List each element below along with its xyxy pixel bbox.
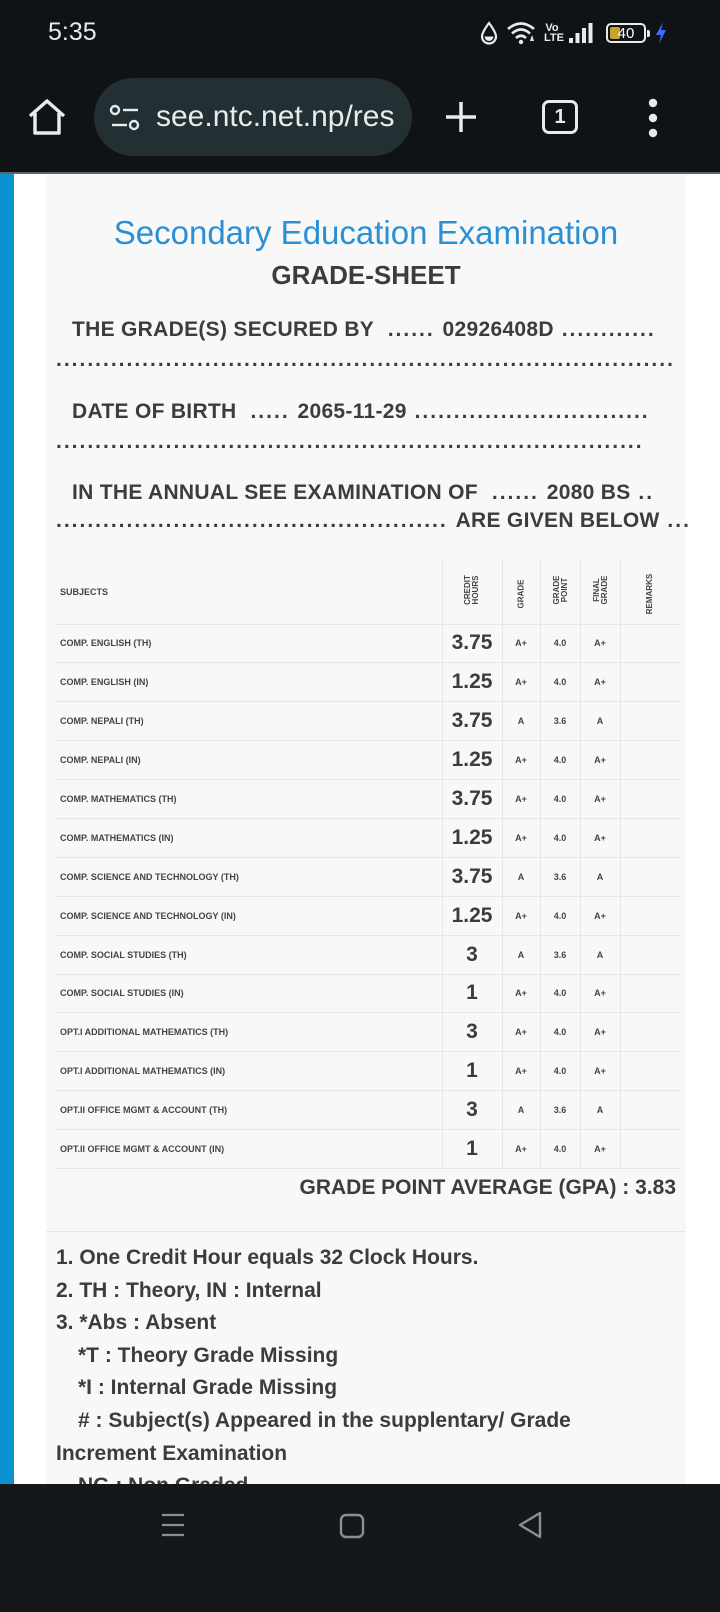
header-grade-point-label: GRADE POINT [551,575,569,605]
grade-cell: A [502,702,540,741]
plus-icon[interactable] [444,100,478,134]
note-item: *T : Theory Grade Missing [78,1343,339,1367]
note-item: # : Subject(s) Appeared in the supplentary/ Grade [78,1408,571,1432]
given-below-line: .................................................. ARE GIVEN BELOW ... [56,509,691,532]
final-grade-cell: A+ [580,1052,620,1091]
header-remarks [620,560,680,624]
status-bar [0,0,720,64]
table-row [56,780,680,819]
remarks-cell [620,1013,680,1052]
remarks-cell [620,1130,680,1169]
final-grade-cell: A+ [580,896,620,935]
dob-label: DATE OF BIRTH [72,400,237,423]
grade-cell: A [502,935,540,974]
grade-cell: A+ [502,1052,540,1091]
subject-cell: COMP. NEPALI (TH) [56,702,442,741]
note-item: Increment Examination [56,1441,288,1465]
grade-cell: A+ [502,780,540,819]
final-grade-cell: A [580,702,620,741]
remarks-cell [620,857,680,896]
final-grade-cell: A+ [580,1013,620,1052]
web-page [0,172,720,1484]
subject-cell: OPT.II OFFICE MGMT & ACCOUNT (IN) [56,1130,442,1169]
status-time: 5:35 [48,18,97,46]
grade-point-cell: 4.0 [540,896,580,935]
grade-cell: A+ [502,1013,540,1052]
remarks-cell [620,702,680,741]
table-row [56,1013,680,1052]
secured-by-line: THE GRADE(S) SECURED BY ...... 02926408D ............ [72,318,656,341]
table-row [56,818,680,857]
table-row [56,624,680,663]
table-row [56,1130,680,1169]
credit-hours-cell: 3.75 [442,857,502,896]
final-grade-cell: A+ [580,663,620,702]
table-row [56,935,680,974]
subject-cell: COMP. SOCIAL STUDIES (IN) [56,974,442,1013]
grade-point-cell: 4.0 [540,741,580,780]
page-gutter [14,174,46,1484]
grade-cell: A+ [502,896,540,935]
table-row [56,857,680,896]
credit-hours-cell: 1 [442,1052,502,1091]
grade-cell: A+ [502,663,540,702]
credit-hours-cell: 1 [442,1130,502,1169]
remarks-cell [620,741,680,780]
table-row [56,1052,680,1091]
dot-filler: ........................................................................... [56,430,644,453]
page-right-edge [686,174,720,1484]
subject-cell: COMP. SOCIAL STUDIES (TH) [56,935,442,974]
final-grade-cell: A [580,1091,620,1130]
header-final-grade-label: FINAL GRADE [591,575,609,605]
header-credit-hours [442,560,502,624]
subject-cell: COMP. NEPALI (IN) [56,741,442,780]
secured-by-label: THE GRADE(S) SECURED BY [72,318,374,341]
grade-point-cell: 4.0 [540,974,580,1013]
credit-hours-cell: 1 [442,974,502,1013]
table-row [56,741,680,780]
grade-point-cell: 4.0 [540,780,580,819]
credit-hours-cell: 1.25 [442,896,502,935]
final-grade-cell: A+ [580,818,620,857]
credit-hours-cell: 3 [442,935,502,974]
charging-icon [654,21,668,45]
final-grade-cell: A+ [580,974,620,1013]
credit-hours-cell: 3.75 [442,780,502,819]
browser-toolbar [0,64,720,172]
remarks-cell [620,1091,680,1130]
tab-switcher-button[interactable]: 1 [542,100,578,134]
grade-point-cell: 4.0 [540,1130,580,1169]
exam-label: IN THE ANNUAL SEE EXAMINATION OF [72,481,478,504]
table-row [56,896,680,935]
volte-bottom: LTE [544,32,564,44]
kebab-menu-icon[interactable] [646,98,660,138]
note-item: 1. One Credit Hour equals 32 Clock Hours. [56,1246,479,1269]
exam-year: 2080 BS [546,481,631,504]
credit-hours-cell: 1.25 [442,818,502,857]
header-credit-hours-label: CREDIT HOURS [463,575,480,606]
remarks-cell [620,935,680,974]
grade-point-cell: 4.0 [540,624,580,663]
volte-top: Vo [545,22,559,34]
grade-cell: A [502,857,540,896]
exam-line: IN THE ANNUAL SEE EXAMINATION OF ...... 2080 BS .. [72,481,655,504]
table-row [56,663,680,702]
grade-point-cell: 3.6 [540,857,580,896]
note-item: *I : Internal Grade Missing [78,1376,338,1400]
back-icon[interactable] [516,1510,544,1540]
battery-icon [606,23,646,43]
remarks-cell [620,1052,680,1091]
notes [56,1242,676,1503]
final-grade-cell: A+ [580,624,620,663]
remarks-cell [620,780,680,819]
credit-hours-cell: 1.25 [442,741,502,780]
grade-point-cell: 4.0 [540,663,580,702]
subject-cell: COMP. SCIENCE AND TECHNOLOGY (TH) [56,857,442,896]
header-grade-point [540,560,580,624]
credit-hours-cell: 3 [442,1091,502,1130]
gpa-label: GRADE POINT AVERAGE (GPA) : [299,1176,630,1199]
final-grade-cell: A+ [580,780,620,819]
battery-cap [647,30,650,37]
table-row [56,1091,680,1130]
credit-hours-cell: 3 [442,1013,502,1052]
subject-cell: COMP. ENGLISH (TH) [56,624,442,663]
table-header-row [56,560,680,624]
remarks-cell [620,663,680,702]
subject-cell: OPT.I ADDITIONAL MATHEMATICS (TH) [56,1013,442,1052]
grade-sheet-card [46,174,691,1494]
home-icon[interactable] [26,96,68,138]
site-settings-icon[interactable] [110,105,140,131]
nav-home-icon[interactable] [338,1512,366,1540]
grade-rows [56,624,680,1168]
header-grade [502,560,540,624]
remarks-cell [620,818,680,857]
header-grade-label: GRADE [515,579,525,609]
remarks-cell [620,624,680,663]
note-item: 2. TH : Theory, IN : Internal [56,1278,322,1302]
grade-cell: A+ [502,974,540,1013]
grade-cell: A+ [502,741,540,780]
divider [46,1231,686,1232]
final-grade-cell: A+ [580,1130,620,1169]
symbol-number: 02926408D [442,318,554,341]
final-grade-cell: A [580,935,620,974]
water-drop-icon [480,21,498,45]
system-nav-bar [0,1484,720,1612]
credit-hours-cell: 3.75 [442,702,502,741]
dob-value: 2065-11-29 [297,400,407,423]
credit-hours-cell: 1.25 [442,663,502,702]
final-grade-cell: A+ [580,741,620,780]
grade-point-cell: 4.0 [540,1013,580,1052]
remarks-cell [620,896,680,935]
dob-line: DATE OF BIRTH ..... 2065-11-29 .............................. [72,400,650,423]
subject-cell: COMP. MATHEMATICS (TH) [56,780,442,819]
subject-cell: COMP. ENGLISH (IN) [56,663,442,702]
subject-cell: OPT.I ADDITIONAL MATHEMATICS (IN) [56,1052,442,1091]
subject-cell: OPT.II OFFICE MGMT & ACCOUNT (TH) [56,1091,442,1130]
page-side-strip [0,174,14,1484]
header-remarks-label: REMARKS [645,573,655,614]
status-icons [480,20,668,46]
grade-cell: A+ [502,818,540,857]
final-grade-cell: A [580,857,620,896]
table-row [56,974,680,1013]
dot-filler: ............................................................................... [56,348,675,371]
signal-icon [568,22,594,44]
battery-level: 40 [617,25,635,42]
grade-table [56,560,680,1169]
remarks-cell [620,974,680,1013]
grade-point-cell: 3.6 [540,702,580,741]
subject-cell: COMP. SCIENCE AND TECHNOLOGY (IN) [56,896,442,935]
grade-point-cell: 4.0 [540,1052,580,1091]
gpa-value: 3.83 [635,1176,676,1199]
grade-point-cell: 3.6 [540,1091,580,1130]
grade-cell: A+ [502,1130,540,1169]
credit-hours-cell: 3.75 [442,624,502,663]
recents-icon[interactable] [160,1512,186,1538]
gpa-line [299,1176,676,1200]
wifi-icon [506,21,536,45]
header-subjects: SUBJECTS [56,560,442,624]
given-below-text: ARE GIVEN BELOW [455,509,660,532]
grade-cell: A+ [502,624,540,663]
exam-title: Secondary Education Examination [113,214,619,251]
grade-sheet-heading: GRADE-SHEET [271,260,461,290]
header-final-grade [580,560,620,624]
table-row [56,702,680,741]
note-item: 3. *Abs : Absent [56,1311,217,1335]
address-bar[interactable] [94,78,412,156]
grade-point-cell: 4.0 [540,818,580,857]
grade-cell: A [502,1091,540,1130]
grade-point-cell: 3.6 [540,935,580,974]
volte-indicator [544,22,564,44]
url-text: see.ntc.net.np/res [156,100,395,133]
subject-cell: COMP. MATHEMATICS (IN) [56,818,442,857]
